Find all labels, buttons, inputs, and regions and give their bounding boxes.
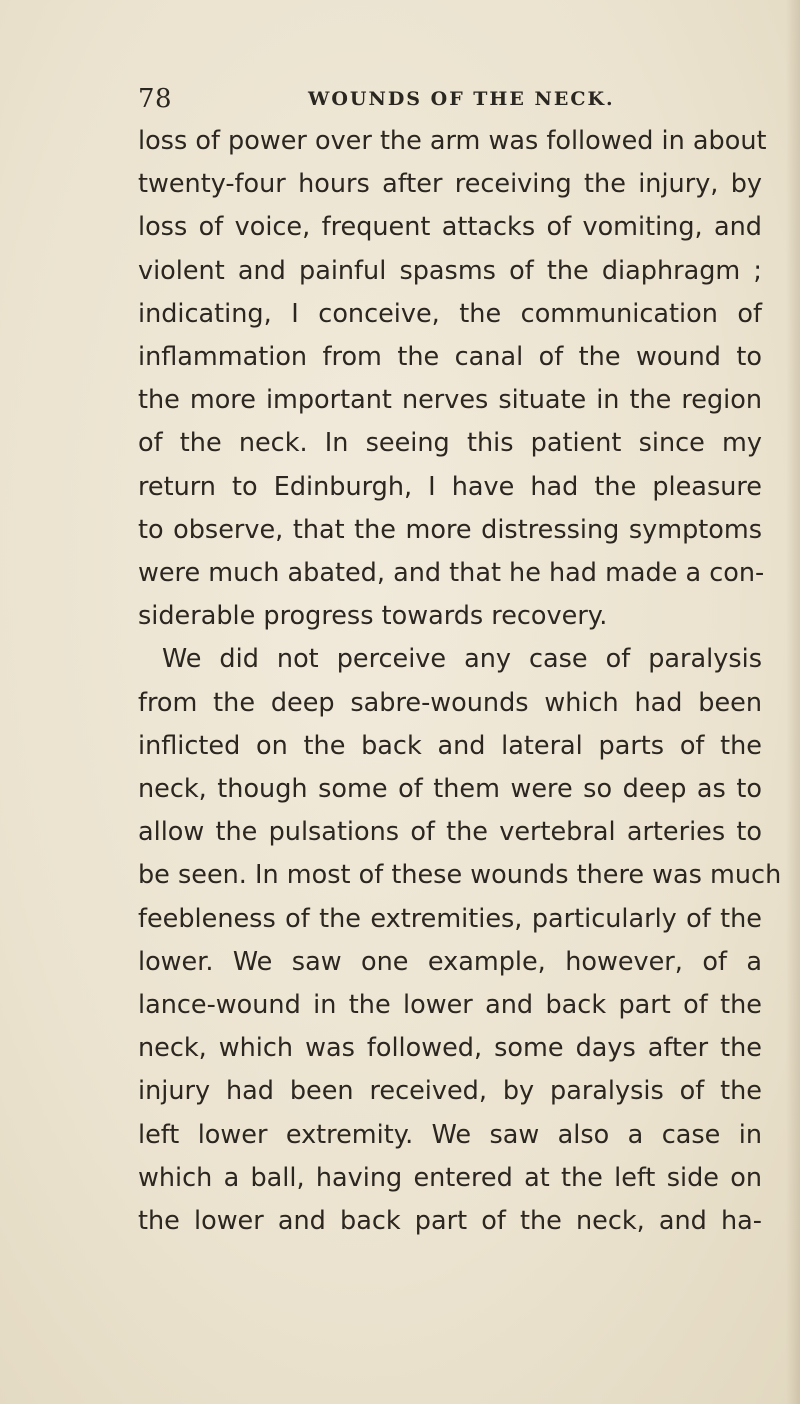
- text-line: which a ball, having entered at the left side on: [138, 1162, 762, 1193]
- text-line: were much abated, and that he had made a con-: [138, 558, 765, 589]
- text-line: feebleness of the extremities, particularly of the: [138, 903, 762, 934]
- running-head: [138, 84, 758, 120]
- text-line: from the deep sabre-wounds which had been: [138, 687, 762, 718]
- text-line: indicating, I conceive, the communication of: [138, 298, 762, 329]
- text-line: lance-wound in the lower and back part of the: [138, 990, 762, 1021]
- text-line: injury had been received, by paralysis of the: [138, 1076, 762, 1107]
- text-line: violent and painful spasms of the diaphragm ;: [138, 255, 762, 286]
- paragraph-first-line: We did not perceive any case of paralysis: [162, 644, 762, 675]
- text-line: lower. We saw one example, however, of a: [138, 946, 762, 977]
- text-line: allow the pulsations of the vertebral arteries to: [138, 817, 762, 848]
- running-title: WOUNDS OF THE NECK.: [308, 88, 615, 110]
- text-line: inflicted on the back and lateral parts of the: [138, 730, 762, 761]
- page-number: 78: [138, 84, 173, 114]
- text-line: inflammation from the canal of the wound to: [138, 342, 762, 373]
- text-line: loss of power over the arm was followed in about: [138, 126, 767, 156]
- text-line: the lower and back part of the neck, and ha-: [138, 1206, 762, 1237]
- page-edge-shadow: [786, 0, 800, 1404]
- text-line: twenty-four hours after receiving the injury, by: [138, 169, 762, 200]
- body-text: [138, 120, 782, 1243]
- text-line: loss of voice, frequent attacks of vomiting, and: [138, 212, 762, 243]
- text-line: the more important nerves situate in the region: [138, 385, 762, 416]
- text-line: of the neck. In seeing this patient since my: [138, 428, 762, 459]
- text-line: return to Edinburgh, I have had the pleasure: [138, 471, 762, 502]
- text-line: neck, which was followed, some days after the: [138, 1033, 762, 1064]
- text-line: left lower extremity. We saw also a case in: [138, 1119, 762, 1150]
- text-line: siderable progress towards recovery.: [138, 601, 608, 632]
- text-line: to observe, that the more distressing symptoms: [138, 514, 762, 545]
- text-line: neck, though some of them were so deep as to: [138, 774, 762, 805]
- text-line: be seen. In most of these wounds there was much: [138, 860, 782, 891]
